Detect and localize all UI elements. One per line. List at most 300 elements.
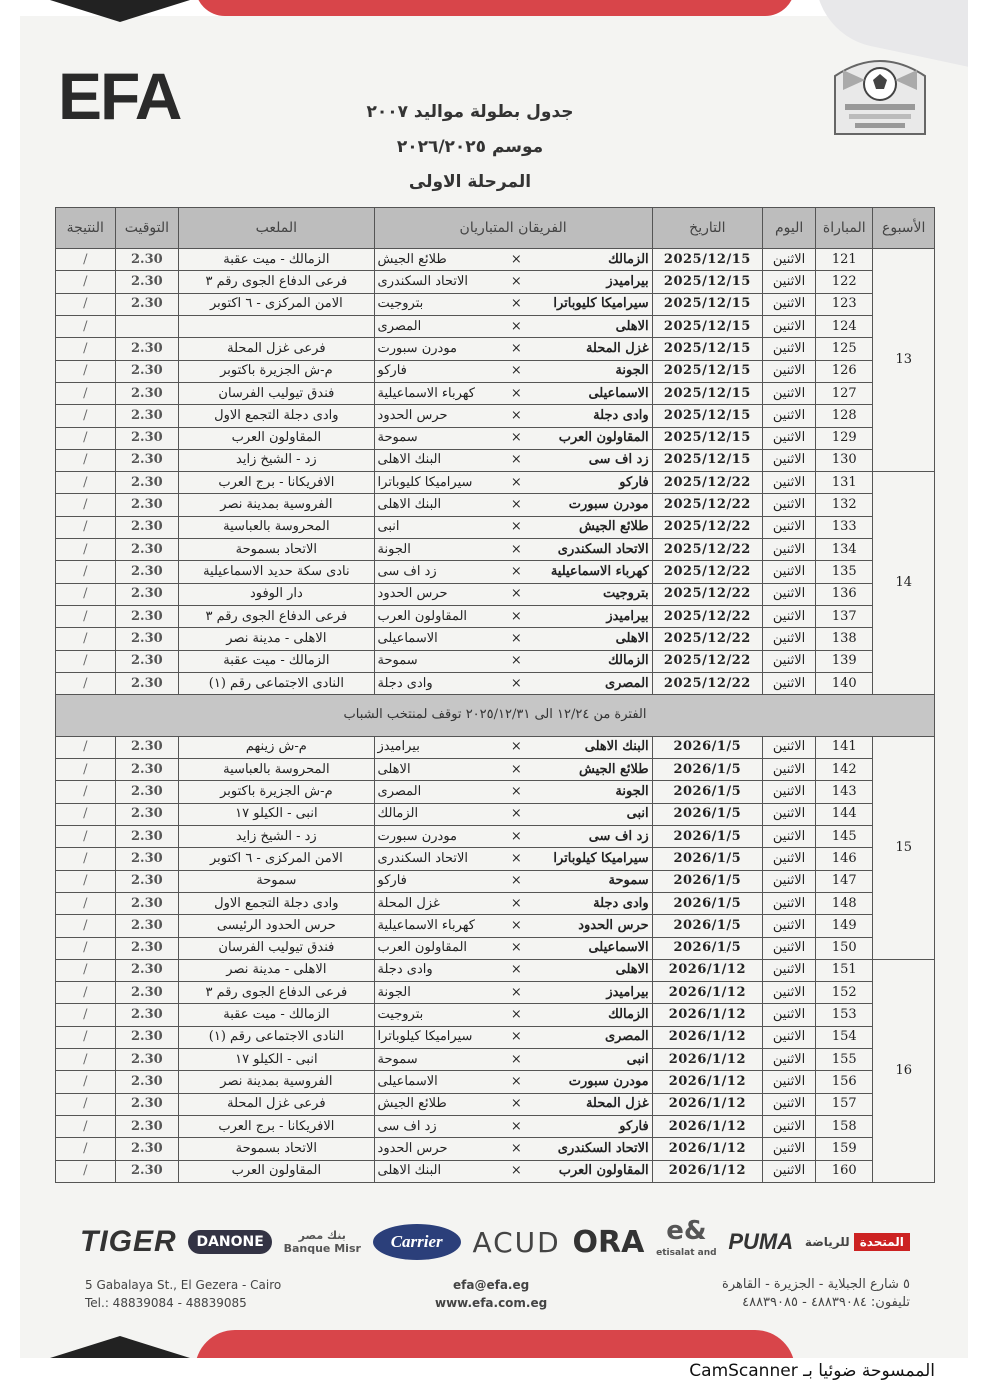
match-venue: م-ش زينهم [179,736,374,758]
vs-mark: × [510,1116,525,1138]
vs-mark: × [510,360,525,382]
footer-address-ar [620,1276,910,1312]
match-venue: انبى - الكيلو ١٧ [179,803,374,825]
vs-mark: × [510,628,525,650]
tiger-logo: TIGER [80,1225,177,1258]
match-day: الاثنين [763,360,816,382]
match-result: / [56,472,116,494]
table-row [56,1116,935,1138]
away-team: الاتحاد السكندرى [374,271,510,293]
table-row [56,1049,935,1071]
vs-mark: × [510,937,525,959]
banque-misr-ar: بنك مصر [298,1229,346,1242]
table-row [56,937,935,959]
match-number: 134 [816,539,873,561]
match-day: الاثنين [763,915,816,937]
away-team: حرس الحدود [374,583,510,605]
match-result: / [56,915,116,937]
efa-logo: EFA [58,59,181,133]
match-day: الاثنين [763,1093,816,1115]
match-number: 131 [816,472,873,494]
match-venue: حرس الحدود الرئيسى [179,915,374,937]
match-number: 159 [816,1138,873,1160]
match-venue: الزمالك - ميت عقبة [179,1004,374,1026]
away-team: البنك الاهلى [374,494,510,516]
match-venue: الزمالك - ميت عقبة [179,249,374,271]
match-time: 2.30 [115,628,179,650]
match-number: 121 [816,249,873,271]
home-team: الاهلى [525,959,652,981]
away-team: فاركو [374,360,510,382]
top-red-band [195,0,795,16]
match-date: 2026/1/12 [652,1049,762,1071]
match-venue: فرعى غزل المحلة [179,338,374,360]
match-venue: وادى دجلة التجمع الاول [179,892,374,914]
match-time: 2.30 [115,650,179,672]
match-number: 156 [816,1071,873,1093]
away-team: الاسماعيلى [374,628,510,650]
match-day: الاثنين [763,759,816,781]
match-number: 127 [816,382,873,404]
table-row [56,382,935,404]
table-row [56,848,935,870]
vs-mark: × [510,382,525,404]
away-team: سموحة [374,650,510,672]
match-day: الاثنين [763,271,816,293]
match-result: / [56,650,116,672]
match-number: 130 [816,449,873,471]
match-result: / [56,759,116,781]
home-team: البنك الاهلى [525,736,652,758]
carrier-logo: Carrier [373,1224,461,1260]
table-row [56,870,935,892]
table-row [56,892,935,914]
match-number: 146 [816,848,873,870]
match-venue: دار الوفود [179,583,374,605]
table-header-row [56,208,935,249]
table-row [56,672,935,694]
match-result: / [56,870,116,892]
match-result: / [56,516,116,538]
match-result: / [56,672,116,694]
match-venue: انبى - الكيلو ١٧ [179,1049,374,1071]
match-time: 2.30 [115,1071,179,1093]
match-date: 2025/12/15 [652,449,762,471]
table-row [56,338,935,360]
vs-mark: × [510,606,525,628]
match-result: / [56,271,116,293]
match-date: 2025/12/15 [652,405,762,427]
acud-logo: ACUD [472,1225,561,1259]
match-time: 2.30 [115,338,179,360]
match-result: / [56,937,116,959]
tel-en: Tel.: 48839084 - 48839085 [85,1296,247,1310]
match-result: / [56,382,116,404]
table-row [56,606,935,628]
match-venue: المقاولون العرب [179,427,374,449]
match-number: 155 [816,1049,873,1071]
match-result: / [56,583,116,605]
home-team: طلائع الجيش [525,516,652,538]
match-date: 2025/12/15 [652,338,762,360]
match-time: 2.30 [115,249,179,271]
schedule-table [55,207,935,1183]
match-date: 2026/1/5 [652,870,762,892]
table-row [56,449,935,471]
etisalat-sub: etisalat and [656,1248,717,1258]
match-date: 2026/1/5 [652,759,762,781]
match-number: 158 [816,1116,873,1138]
match-day: الاثنين [763,848,816,870]
match-result: / [56,1004,116,1026]
match-day: الاثنين [763,606,816,628]
table-row [56,1138,935,1160]
banque-misr-logo [284,1229,361,1255]
home-team: بيراميدز [525,606,652,628]
away-team: حرس الحدود [374,405,510,427]
vs-mark: × [510,449,525,471]
match-result: / [56,1160,116,1182]
away-team: مودرن سبورت [374,338,510,360]
match-time: 2.30 [115,449,179,471]
col-week: الأسبوع [873,208,935,249]
away-team: كهرباء الاسماعيلية [374,382,510,404]
match-day: الاثنين [763,982,816,1004]
match-time: 2.30 [115,472,179,494]
match-number: 122 [816,271,873,293]
match-venue: الفروسية بمدينة نصر [179,1071,374,1093]
match-result: / [56,1138,116,1160]
footer-email: efa@efa.eg [453,1278,530,1292]
match-time [115,315,179,337]
table-row [56,1093,935,1115]
table-row [56,1004,935,1026]
match-result: / [56,736,116,758]
match-day: الاثنين [763,494,816,516]
bottom-black-triangle [50,1336,190,1358]
col-time: التوقيت [115,208,179,249]
match-number: 154 [816,1026,873,1048]
match-date: 2025/12/22 [652,628,762,650]
match-date: 2025/12/22 [652,516,762,538]
home-team: المقاولون العرب [525,1160,652,1182]
match-venue: زد - الشيخ زايد [179,449,374,471]
home-team: المصرى [525,672,652,694]
match-time: 2.30 [115,1049,179,1071]
match-time: 2.30 [115,561,179,583]
col-date: التاريخ [652,208,762,249]
match-day: الاثنين [763,405,816,427]
match-day: الاثنين [763,427,816,449]
home-team: سيراميكا كليوباترا [525,293,652,315]
match-venue: الافريكانا - برج العرب [179,472,374,494]
match-number: 153 [816,1004,873,1026]
vs-mark: × [510,959,525,981]
match-number: 145 [816,825,873,847]
title-block [320,95,620,200]
vs-mark: × [510,915,525,937]
table-row [56,472,935,494]
footer-website: www.efa.com.eg [435,1296,548,1310]
match-number: 136 [816,583,873,605]
match-day: الاثنين [763,1049,816,1071]
match-result: / [56,1026,116,1048]
home-team: الزمالك [525,249,652,271]
match-result: / [56,803,116,825]
match-time: 2.30 [115,539,179,561]
col-teams: الفريقان المتباريان [374,208,652,249]
match-result: / [56,628,116,650]
match-venue: النادى الاجتماعى رقم (١) [179,1026,374,1048]
away-team: بتروجيت [374,1004,510,1026]
match-date: 2026/1/12 [652,1160,762,1182]
match-date: 2026/1/12 [652,1093,762,1115]
match-venue: الزمالك - ميت عقبة [179,650,374,672]
away-team: سيراميكا كيلوباترا [374,1026,510,1048]
vs-mark: × [510,494,525,516]
col-result: النتيجة [56,208,116,249]
away-team: الاسماعيلى [374,1071,510,1093]
footer-address-en [85,1276,281,1312]
vs-mark: × [510,759,525,781]
match-date: 2025/12/22 [652,650,762,672]
top-black-triangle [50,0,190,22]
match-day: الاثنين [763,293,816,315]
match-day: الاثنين [763,803,816,825]
match-time: 2.30 [115,870,179,892]
table-row [56,315,935,337]
vs-mark: × [510,1049,525,1071]
home-team: الاهلى [525,628,652,650]
match-number: 133 [816,516,873,538]
vs-mark: × [510,825,525,847]
match-venue: الامن المركزى - ٦ اكتوبر [179,293,374,315]
match-day: الاثنين [763,937,816,959]
match-date: 2026/1/12 [652,1138,762,1160]
etisalat-mark: e& [666,1216,707,1246]
match-date: 2025/12/22 [652,561,762,583]
match-time: 2.30 [115,915,179,937]
away-team: مودرن سبورت [374,825,510,847]
home-team: بيراميدز [525,271,652,293]
match-number: 152 [816,982,873,1004]
match-result: / [56,449,116,471]
match-time: 2.30 [115,606,179,628]
match-day: الاثنين [763,382,816,404]
match-date: 2026/1/12 [652,959,762,981]
match-time: 2.30 [115,803,179,825]
match-result: / [56,825,116,847]
match-time: 2.30 [115,672,179,694]
match-result: / [56,848,116,870]
match-result: / [56,1093,116,1115]
match-result: / [56,1049,116,1071]
vs-mark: × [510,870,525,892]
vs-mark: × [510,1138,525,1160]
match-number: 140 [816,672,873,694]
match-day: الاثنين [763,449,816,471]
match-date: 2025/12/15 [652,360,762,382]
efa-crest-icon [825,46,935,138]
united-sports-logo [805,1235,910,1249]
table-row [56,360,935,382]
match-venue: فرعى الدفاع الجوى رقم ٣ [179,982,374,1004]
match-day: الاثنين [763,1026,816,1048]
match-day: الاثنين [763,781,816,803]
match-date: 2025/12/22 [652,472,762,494]
match-number: 150 [816,937,873,959]
match-time: 2.30 [115,982,179,1004]
match-number: 160 [816,1160,873,1182]
match-venue: م-ش الجزيرة باكتوبر [179,781,374,803]
match-date: 2025/12/22 [652,539,762,561]
match-number: 125 [816,338,873,360]
match-day: الاثنين [763,583,816,605]
match-number: 143 [816,781,873,803]
match-time: 2.30 [115,781,179,803]
home-team: الزمالك [525,1004,652,1026]
camscanner-watermark: الممسوحة ضوئيا بـ CamScanner [689,1361,935,1381]
home-team: الاسماعيلى [525,382,652,404]
vs-mark: × [510,472,525,494]
home-team: سموحة [525,870,652,892]
match-number: 128 [816,405,873,427]
away-team: سموحة [374,1049,510,1071]
match-number: 129 [816,427,873,449]
vs-mark: × [510,561,525,583]
match-date: 2026/1/5 [652,848,762,870]
home-team: زد اف سى [525,825,652,847]
table-row [56,516,935,538]
match-result: / [56,781,116,803]
home-team: سيراميكا كيلوباترا [525,848,652,870]
away-team: المقاولون العرب [374,937,510,959]
away-team: المقاولون العرب [374,606,510,628]
match-number: 124 [816,315,873,337]
away-team: البنك الاهلى [374,449,510,471]
season-title: موسم ٢٠٢٦/٢٠٢٥ [396,137,544,157]
away-team: الاتحاد السكندرى [374,848,510,870]
away-team: فاركو [374,870,510,892]
break-row [56,695,935,736]
match-time: 2.30 [115,583,179,605]
match-time: 2.30 [115,736,179,758]
table-row [56,825,935,847]
footer-contact [435,1276,547,1312]
table-row [56,427,935,449]
match-venue: المحروسة بالعباسية [179,759,374,781]
match-time: 2.30 [115,759,179,781]
match-date: 2025/12/22 [652,672,762,694]
match-day: الاثنين [763,1160,816,1182]
puma-logo: PUMA [728,1229,794,1254]
home-team: الاتحاد السكندرى [525,539,652,561]
match-venue: نادى سكة حديد الاسماعيلية [179,561,374,583]
match-result: / [56,606,116,628]
home-team: الاسماعيلى [525,937,652,959]
home-team: وادى دجلة [525,405,652,427]
address-ar: ٥ شارع الجبلاية - الجزيرة - القاهرة [722,1277,910,1292]
table-row [56,539,935,561]
match-time: 2.30 [115,825,179,847]
match-venue: الاتحاد بسموحة [179,539,374,561]
match-venue: سموحة [179,870,374,892]
away-team: بتروجيت [374,293,510,315]
home-team: بتروجيت [525,583,652,605]
match-venue: النادى الاجتماعى رقم (١) [179,672,374,694]
match-time: 2.30 [115,382,179,404]
week-number: 13 [873,249,935,472]
match-result: / [56,427,116,449]
col-venue: الملعب [179,208,374,249]
match-date: 2025/12/15 [652,427,762,449]
match-venue: فرعى غزل المحلة [179,1093,374,1115]
break-notice: الفترة من ١٢/٢٤ الى ٢٠٢٥/١٢/٣١ توقف لمنتخب الشباب [56,695,935,736]
match-result: / [56,561,116,583]
match-time: 2.30 [115,1026,179,1048]
match-date: 2026/1/5 [652,915,762,937]
match-day: الاثنين [763,561,816,583]
match-venue: م-ش الجزيرة باكتوبر [179,360,374,382]
home-team: غزل المحلة [525,1093,652,1115]
match-result: / [56,249,116,271]
tel-ar: تليفون: ٤٨٨٣٩٠٨٤ - ٤٨٨٣٩٠٨٥ [742,1295,910,1310]
match-date: 2025/12/15 [652,249,762,271]
vs-mark: × [510,672,525,694]
match-day: الاثنين [763,1138,816,1160]
week-number: 15 [873,736,935,959]
match-time: 2.30 [115,494,179,516]
vs-mark: × [510,338,525,360]
match-day: الاثنين [763,1004,816,1026]
match-result: / [56,293,116,315]
match-number: 142 [816,759,873,781]
match-venue: الاهلى - مدينة نصر [179,628,374,650]
home-team: زد اف سى [525,449,652,471]
match-day: الاثنين [763,672,816,694]
table-row [56,736,935,758]
home-team: الاهلى [525,315,652,337]
match-number: 135 [816,561,873,583]
match-number: 147 [816,870,873,892]
away-team: بيراميدز [374,736,510,758]
match-time: 2.30 [115,360,179,382]
away-team: طلائع الجيش [374,1093,510,1115]
match-time: 2.30 [115,1160,179,1182]
etisalat-logo [656,1216,717,1264]
championship-title: جدول بطولة مواليد ٢٠٠٧ [366,102,574,122]
match-date: 2025/12/22 [652,494,762,516]
table-row [56,959,935,981]
match-date: 2026/1/5 [652,937,762,959]
schedule-body [56,249,935,1183]
match-result: / [56,494,116,516]
match-time: 2.30 [115,516,179,538]
vs-mark: × [510,650,525,672]
away-team: انبى [374,516,510,538]
match-number: 139 [816,650,873,672]
table-row [56,494,935,516]
vs-mark: × [510,848,525,870]
away-team: وادى دجلة [374,959,510,981]
match-result: / [56,959,116,981]
match-date: 2025/12/15 [652,382,762,404]
match-time: 2.30 [115,959,179,981]
match-day: الاثنين [763,472,816,494]
match-day: الاثنين [763,628,816,650]
match-result: / [56,360,116,382]
match-venue: الاهلى - مدينة نصر [179,959,374,981]
